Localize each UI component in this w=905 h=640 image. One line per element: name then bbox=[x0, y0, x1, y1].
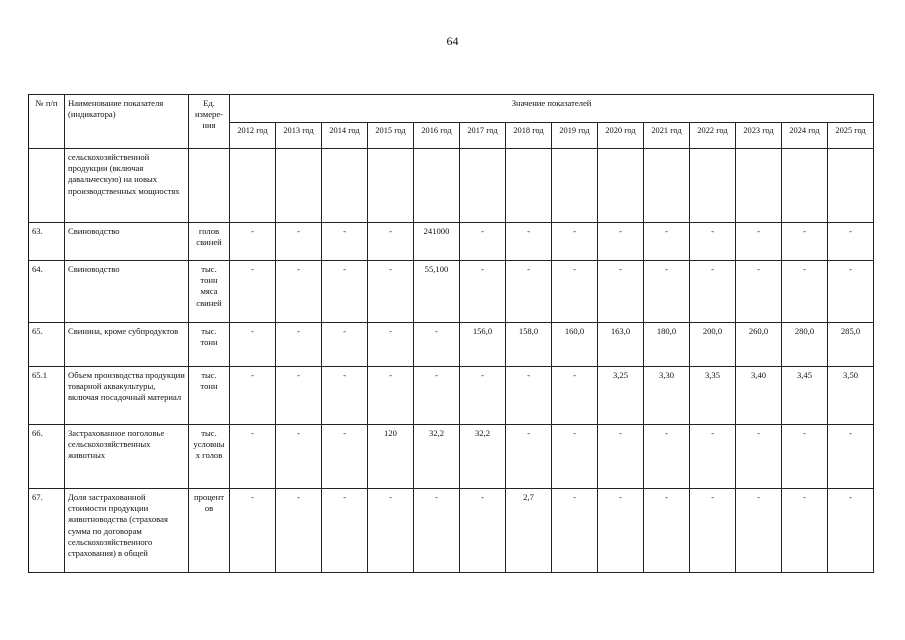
row-value: - bbox=[782, 261, 828, 323]
row-value: - bbox=[322, 425, 368, 489]
row-value: - bbox=[276, 367, 322, 425]
row-value: - bbox=[368, 489, 414, 573]
row-value bbox=[230, 149, 276, 223]
row-value: - bbox=[322, 223, 368, 261]
row-value: - bbox=[460, 261, 506, 323]
row-value: 163,0 bbox=[598, 323, 644, 367]
row-value: - bbox=[598, 261, 644, 323]
row-value: - bbox=[644, 425, 690, 489]
row-value: - bbox=[828, 261, 874, 323]
row-value: - bbox=[736, 425, 782, 489]
row-name: Застрахованное поголовье сельскохозяйственных животных bbox=[65, 425, 189, 489]
row-value: - bbox=[230, 425, 276, 489]
row-value: - bbox=[230, 223, 276, 261]
row-value bbox=[276, 149, 322, 223]
row-value: - bbox=[736, 489, 782, 573]
header-year: 2025 год bbox=[828, 123, 874, 149]
row-value: - bbox=[644, 223, 690, 261]
row-value: - bbox=[690, 261, 736, 323]
row-value: - bbox=[598, 489, 644, 573]
row-num: 64. bbox=[29, 261, 65, 323]
table-row bbox=[29, 323, 874, 367]
row-name: Доля застрахованной стоимости продукции животноводства (страховая сумма по договорам сельскохозяйственного страхования) в общей bbox=[65, 489, 189, 573]
row-value: - bbox=[736, 223, 782, 261]
row-value: - bbox=[368, 223, 414, 261]
row-num: 65. bbox=[29, 323, 65, 367]
indicators-table bbox=[28, 94, 874, 573]
row-unit: тыс. условных голов bbox=[189, 425, 230, 489]
row-value bbox=[782, 149, 828, 223]
table-row bbox=[29, 489, 874, 573]
row-name: сельскохозяйственной продукции (включая давальческую) на новых производственных мощностях bbox=[65, 149, 189, 223]
row-value: 180,0 bbox=[644, 323, 690, 367]
row-value: - bbox=[552, 223, 598, 261]
row-unit bbox=[189, 149, 230, 223]
header-year: 2022 год bbox=[690, 123, 736, 149]
row-value bbox=[644, 149, 690, 223]
row-value: 55,100 bbox=[414, 261, 460, 323]
table-row bbox=[29, 149, 874, 223]
row-value: - bbox=[414, 323, 460, 367]
row-name: Объем производства продукции товарной аквакультуры, включая посадочный материал bbox=[65, 367, 189, 425]
row-value: 241000 bbox=[414, 223, 460, 261]
row-value: 260,0 bbox=[736, 323, 782, 367]
row-value: - bbox=[460, 367, 506, 425]
row-value: 160,0 bbox=[552, 323, 598, 367]
row-value: - bbox=[782, 489, 828, 573]
row-value bbox=[322, 149, 368, 223]
row-num bbox=[29, 149, 65, 223]
row-value: 32,2 bbox=[460, 425, 506, 489]
row-name: Свиноводство bbox=[65, 223, 189, 261]
row-value: 280,0 bbox=[782, 323, 828, 367]
row-value: - bbox=[506, 425, 552, 489]
row-value: - bbox=[552, 425, 598, 489]
header-year: 2012 год bbox=[230, 123, 276, 149]
row-value bbox=[506, 149, 552, 223]
row-value: 32,2 bbox=[414, 425, 460, 489]
row-value: - bbox=[322, 261, 368, 323]
row-num: 63. bbox=[29, 223, 65, 261]
row-value: - bbox=[460, 223, 506, 261]
row-unit: процентов bbox=[189, 489, 230, 573]
row-value: 200,0 bbox=[690, 323, 736, 367]
row-value: 3,45 bbox=[782, 367, 828, 425]
row-value bbox=[552, 149, 598, 223]
row-num: 65.1 bbox=[29, 367, 65, 425]
row-value bbox=[368, 149, 414, 223]
row-value: - bbox=[828, 425, 874, 489]
header-year: 2017 год bbox=[460, 123, 506, 149]
table-row bbox=[29, 261, 874, 323]
row-value: 3,50 bbox=[828, 367, 874, 425]
row-value bbox=[736, 149, 782, 223]
row-value: - bbox=[598, 425, 644, 489]
row-value: - bbox=[276, 261, 322, 323]
row-value: - bbox=[322, 489, 368, 573]
row-num: 66. bbox=[29, 425, 65, 489]
row-value: - bbox=[690, 425, 736, 489]
header-year: 2013 год bbox=[276, 123, 322, 149]
row-value: - bbox=[506, 261, 552, 323]
table-row bbox=[29, 425, 874, 489]
row-value: - bbox=[506, 367, 552, 425]
row-value: 158,0 bbox=[506, 323, 552, 367]
row-value: - bbox=[230, 261, 276, 323]
row-value: - bbox=[828, 223, 874, 261]
row-value: - bbox=[552, 261, 598, 323]
row-value bbox=[598, 149, 644, 223]
row-value: 2,7 bbox=[506, 489, 552, 573]
row-unit: голов свиней bbox=[189, 223, 230, 261]
header-year: 2024 год bbox=[782, 123, 828, 149]
row-value: 285,0 bbox=[828, 323, 874, 367]
row-value: - bbox=[736, 261, 782, 323]
row-value: - bbox=[230, 489, 276, 573]
row-value bbox=[460, 149, 506, 223]
row-name: Свинина, кроме субпродуктов bbox=[65, 323, 189, 367]
row-unit: тыс. тонн bbox=[189, 323, 230, 367]
row-value: - bbox=[828, 489, 874, 573]
header-year: 2020 год bbox=[598, 123, 644, 149]
row-value bbox=[690, 149, 736, 223]
header-year: 2019 год bbox=[552, 123, 598, 149]
row-value: - bbox=[644, 261, 690, 323]
row-value: - bbox=[414, 489, 460, 573]
row-value: 120 bbox=[368, 425, 414, 489]
row-value: - bbox=[644, 489, 690, 573]
row-value: - bbox=[552, 489, 598, 573]
row-unit: тыс. тонн bbox=[189, 367, 230, 425]
row-value: 156,0 bbox=[460, 323, 506, 367]
row-value: - bbox=[276, 223, 322, 261]
row-name: Свиноводство bbox=[65, 261, 189, 323]
row-value: 3,35 bbox=[690, 367, 736, 425]
table-row bbox=[29, 367, 874, 425]
row-unit: тыс. тонн мяса свиней bbox=[189, 261, 230, 323]
row-value: - bbox=[690, 223, 736, 261]
table-body bbox=[29, 149, 874, 573]
row-value: - bbox=[322, 323, 368, 367]
row-value: - bbox=[322, 367, 368, 425]
row-value: - bbox=[276, 425, 322, 489]
header-year: 2021 год bbox=[644, 123, 690, 149]
row-value bbox=[828, 149, 874, 223]
row-value: - bbox=[598, 223, 644, 261]
row-value: - bbox=[690, 489, 736, 573]
row-value: - bbox=[276, 323, 322, 367]
row-value: - bbox=[230, 323, 276, 367]
row-value: - bbox=[782, 425, 828, 489]
header-values: Значение показателей bbox=[230, 95, 874, 123]
row-value bbox=[414, 149, 460, 223]
header-num: № п/п bbox=[29, 95, 65, 149]
row-value: - bbox=[552, 367, 598, 425]
row-value: - bbox=[506, 223, 552, 261]
row-value: - bbox=[368, 367, 414, 425]
row-value: - bbox=[368, 323, 414, 367]
header-year: 2014 год bbox=[322, 123, 368, 149]
header-year: 2015 год bbox=[368, 123, 414, 149]
row-value: - bbox=[230, 367, 276, 425]
header-year: 2016 год bbox=[414, 123, 460, 149]
row-value: - bbox=[368, 261, 414, 323]
page-number: 64 bbox=[446, 34, 459, 48]
header-year: 2018 год bbox=[506, 123, 552, 149]
header-name: Наименование показателя (индикатора) bbox=[65, 95, 189, 149]
table-row bbox=[29, 223, 874, 261]
row-value: 3,30 bbox=[644, 367, 690, 425]
row-value: 3,40 bbox=[736, 367, 782, 425]
row-value: - bbox=[460, 489, 506, 573]
header-unit: Ед. измере-ния bbox=[189, 95, 230, 149]
header-year: 2023 год bbox=[736, 123, 782, 149]
row-value: - bbox=[276, 489, 322, 573]
row-value: 3,25 bbox=[598, 367, 644, 425]
row-value: - bbox=[782, 223, 828, 261]
row-num: 67. bbox=[29, 489, 65, 573]
row-value: - bbox=[414, 367, 460, 425]
table-header bbox=[29, 95, 874, 149]
